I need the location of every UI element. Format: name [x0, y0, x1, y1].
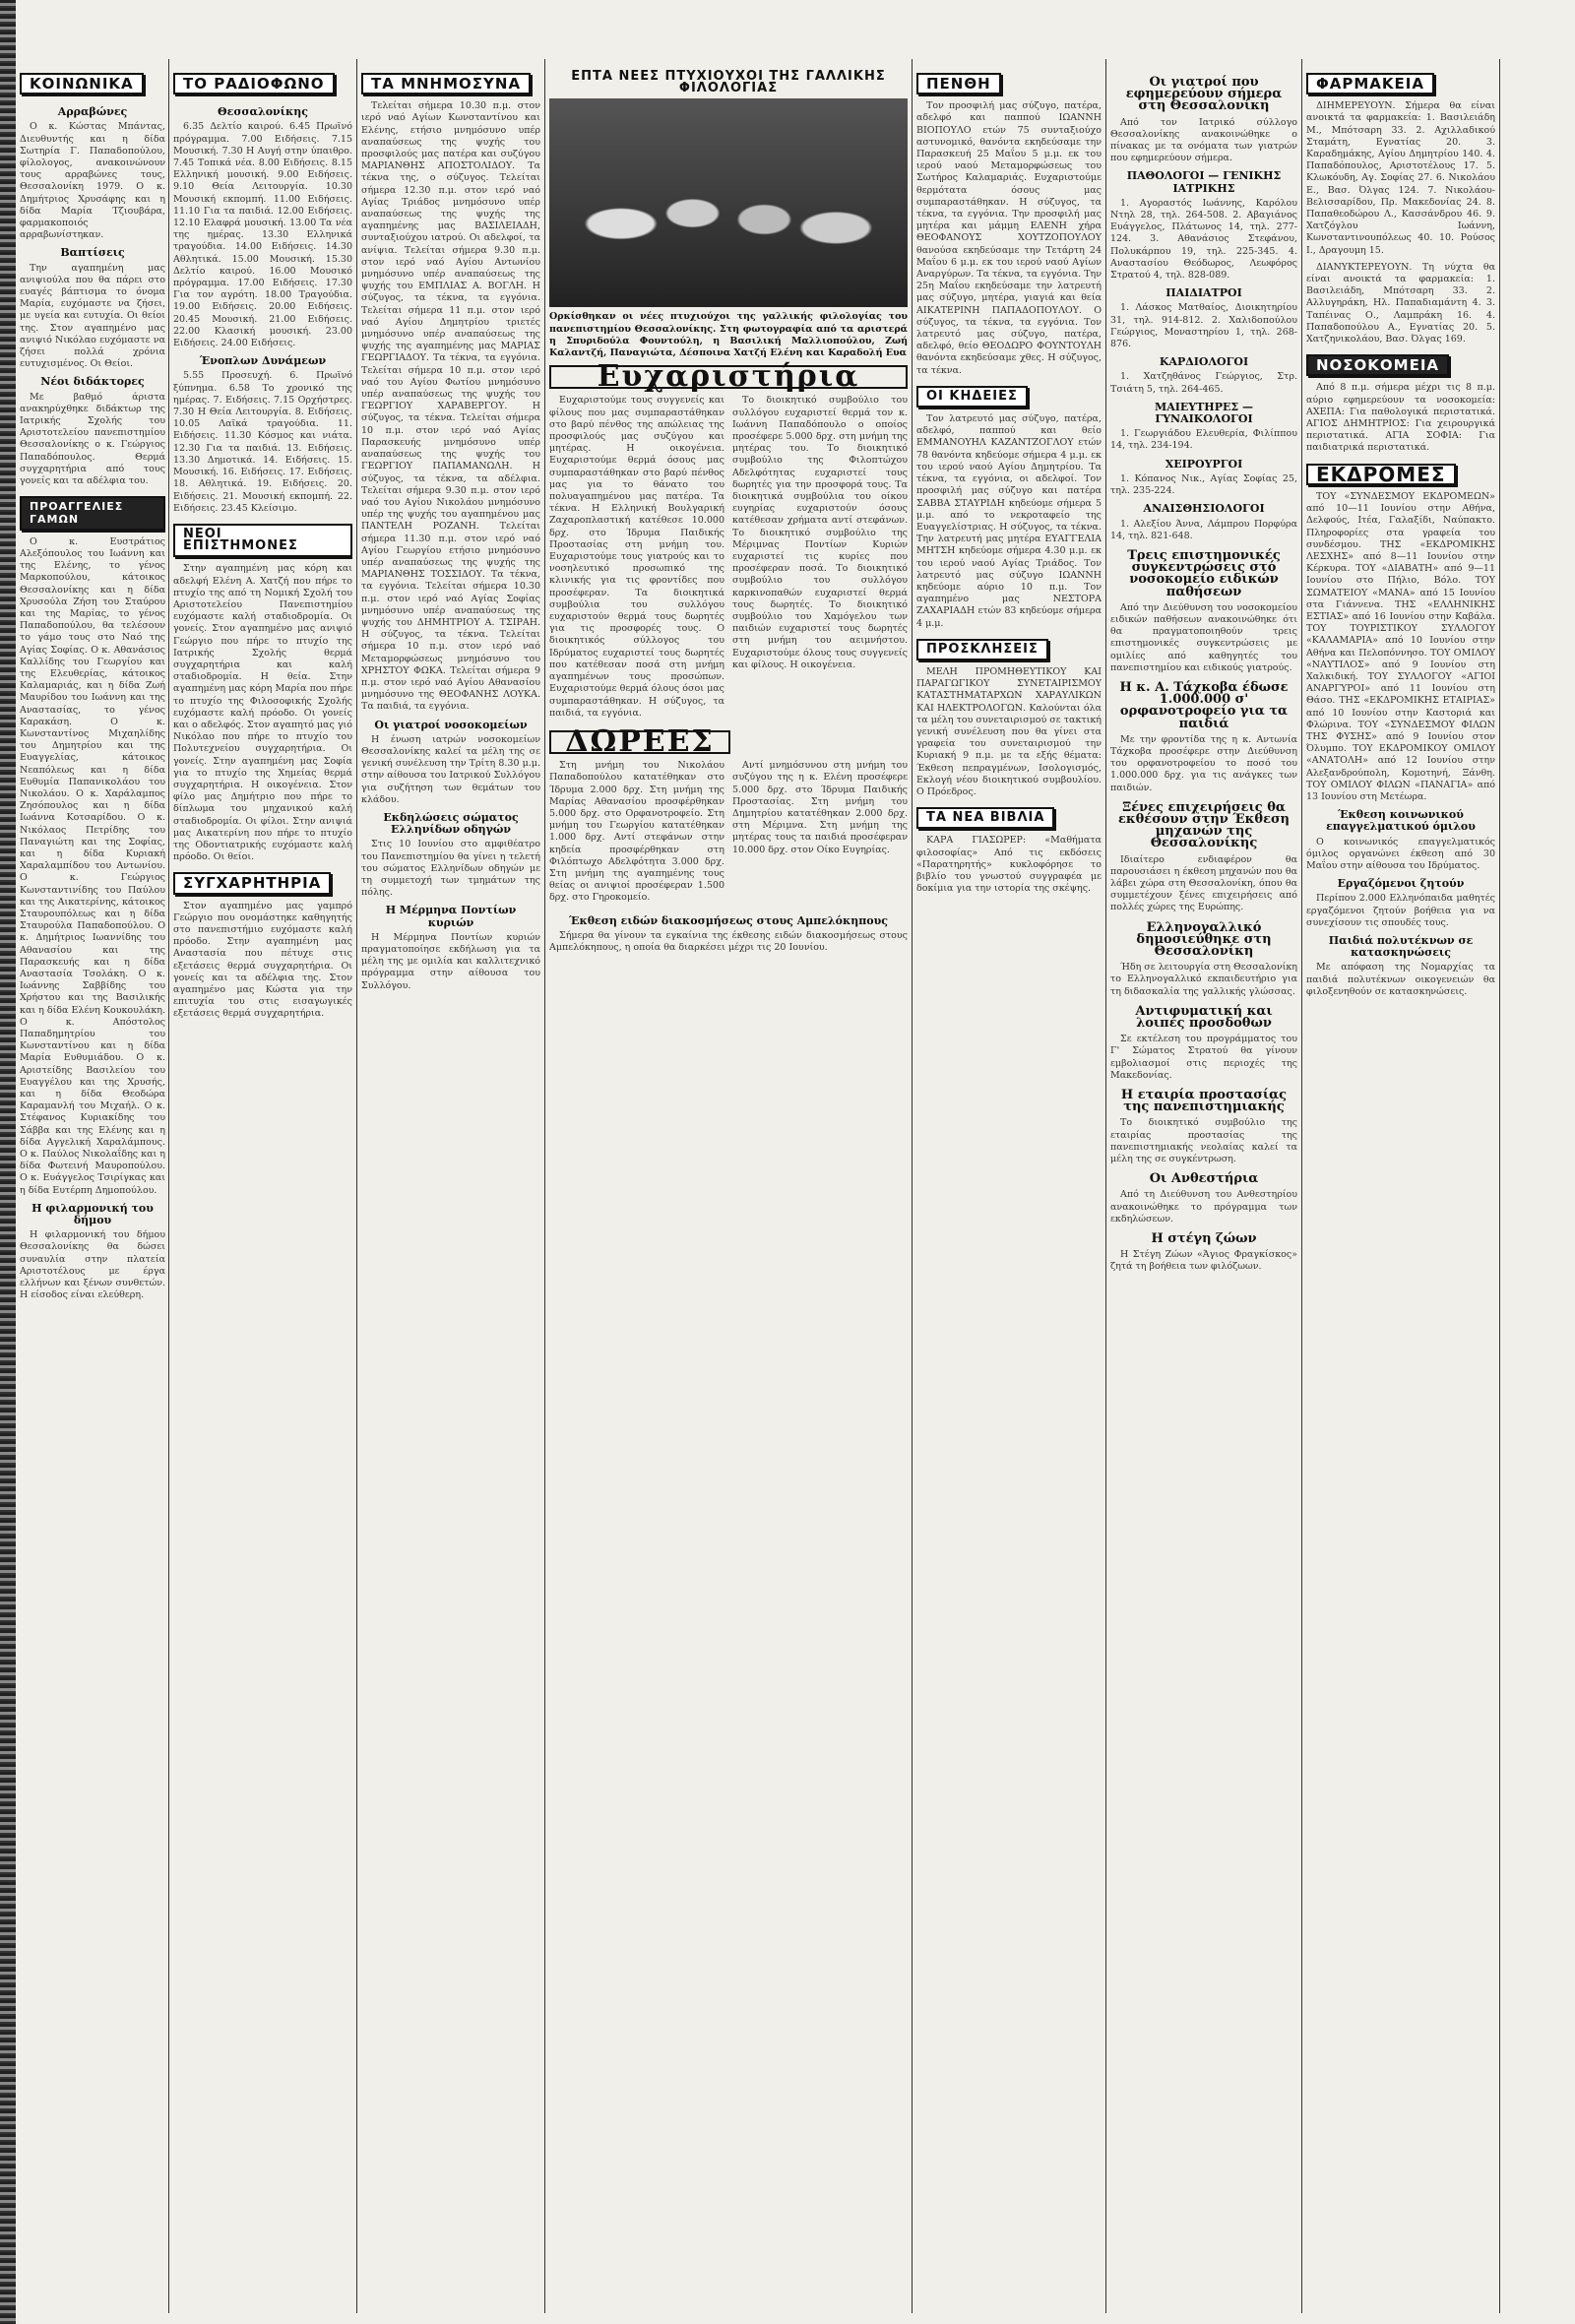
section-koinonika: ΚΟΙΝΩΝΙΚΑ: [20, 73, 144, 94]
subhead-scholi: Ελληνογαλλικό δημοσιεύθηκε στη Θεσσαλονίκη: [1136, 919, 1272, 959]
text-block: Η φιλαρμονική του δήμου Θεσσαλονίκης θα δώσει συναυλία στην πλατεία Αριστοτέλους με έργα ελλήνων και ξένων συνθετών. Η είσοδος είναι ελεύθερη.: [20, 1229, 165, 1301]
doreas-columns: [549, 760, 908, 909]
page-edge: [0, 0, 16, 2324]
text-block: 1. Αλεξίου Άννα, Λάμπρου Πορφύρα 14, τηλ. 821-648.: [1110, 518, 1297, 541]
text-block: ΜΕΛΗ ΠΡΟΜΗΘΕΥΤΙΚΟΥ ΚΑΙ ΠΑΡΑΓΩΓΙΚΟΥ ΣΥΝΕΤΑΙΡΙΣΜΟΥ ΚΑΤΑΣΤΗΜΑΤΑΡΧΩΝ ΧΑΡΑΥΛΙΚΩΝ ΚΑΙ ΗΛΕΚΤΡΟΛΟΓΩΝ. Καλούνται όλα τα μέλη του συνεταιρισμού σε τακτική γενική συνέλευση που θα γίνει στα γραφεία του συνεταιρισμού την Κυριακή 9 π.μ. με τα εξής θέματα: Έκθεση πεπραγμένων, Ισολογισμός, Εκλογή νέου διοικητικού συμβουλίου. Ο Πρόεδρος.: [916, 665, 1102, 797]
subhead-vaptiseis: Βαπτίσεις: [60, 246, 125, 260]
column-4-5: [549, 69, 908, 2313]
section-ekdromes: ΕΚΔΡΟΜΕΣ: [1306, 464, 1456, 485]
text-block: 1. Λάσκος Ματθαίος, Διοικητηρίου 31, τηλ. 914-812. 2. Χαλιδοπούλου Γεώργιος, Μοναστηρίου 1, τηλ. 268-876.: [1110, 302, 1297, 350]
column-rule: [544, 59, 545, 2313]
section-doreas: ΔΩΡΕΕΣ: [549, 730, 730, 754]
subhead-ekthesi-eidon: Έκθεση ειδών διακοσμήσεως στους Αμπελόκηπους: [569, 913, 888, 927]
subhead-enopla: Ένοπλων Δυνάμεων: [199, 354, 327, 368]
column-rule: [1499, 59, 1500, 2313]
column-6: [916, 69, 1102, 2313]
subhead-stegi: Η στέγη ζώων: [1151, 1231, 1257, 1247]
photo-title: ΕΠΤΑ ΝΕΕΣ ΠΤΥΧΙΟΥΧΟΙ ΤΗΣ ΓΑΛΛΙΚΗΣ ΦΙΛΟΛΟΓΙΑΣ: [571, 69, 886, 96]
graduates-photo: [549, 98, 908, 307]
photo-caption: Ορκίσθηκαν οι νέες πτυχιούχοι της γαλλικής φιλολογίας του πανεπιστημίου Θεσσαλονίκης. Στη φωτογραφία από τα αριστερά η Σπυριδούλα Φουντούλη, η Βασιλική Μαλλιοπούλου, Ζωή Καλαντζή, Παναγιώτα, Δέσποινα Χατζή Ελένη και Καραδολή Ευα: [549, 311, 908, 359]
subhead-tachkova: Η κ. Α. Τάχκοβα έδωσε 1.000.000 σ' ορφανοτροφείο για τα παιδιά: [1119, 679, 1289, 731]
text-block: Τελείται σήμερα 10.30 π.μ. στον ιερό ναό Αγίων Κωνσταντίνου και Ελένης, ετήσιο μνημόσυνο υπέρ αναπαύσεως της ψυχής του προσφιλούς μας πατέρα και συζύγου ΜΑΡΙΑΝΘΗΣ ΑΠΟΣΤΟΛΙΔΟΥ. Τα τέκνα της, ο σύζυγος. Τελείται σήμερα 12.30 π.μ. στον ιερό ναό Αγίας Τριάδος μνημόσυνο υπέρ αναπαύσεως της ψυχής της αγαπημένης μας ΒΑΣΙΛΕΙΑΔΗ, συνταξιούχου ιατρού. Οι αδελφοί, τα ανίψια. Τελείται σήμερα 9.30 π.μ. στον ιερό ναό Αγίου Αντωνίου μνημόσυνο υπέρ αναπαύσεως της ψυχής του ΕΜΠΛΙΑΣ Α. ΒΟΓΛΗ. Η σύζυγος, τα τέκνα, τα εγγόνια. Τελείται σήμερα 11 π.μ. στον ιερό ναό Αγίου Δημητρίου τριετές μνημόσυνο υπέρ αναπαύσεως της ψυχής της αγαπημένης μας ΜΑΡΙΑΣ ΓΕΩΡΓΙΑΔΟΥ. Τα τέκνα, τα εγγόνια. Τελείται σήμερα 10 π.μ. στον ιερό ναό του Αγίου Φωτίου μνημόσυνο υπέρ αναπαύσεως της ψυχής του ΓΕΩΡΓΙΟΥ ΧΑΡΑΒΕΡΓΟΥ. Η σύζυγος, τα τέκνα. Τελείται σήμερα 10 π.μ. στον ιερό ναό Αγίας Παρασκευής μνημόσυνο υπέρ αναπαύσεως της ψυχής του ΓΕΩΡΓΙΟΥ ΠΑΠΑΜΑΝΩΛΗ. Η σύζυγος, τα τέκνα, τα αδέλφια. Τελείται σήμερα 9.30 π.μ. στον ιερό ναό του Αγίου Νικολάου μνημόσυνο υπέρ της ψυχής του αγαπημένου μας ΠΑΝΤΕΛΗ ΡΟΖΑΝΗ. Τελείται σήμερα 11.30 π.μ. στον ιερό ναό Αγίου Γεωργίου ετήσιο μνημόσυνο υπέρ αναπαύσεως της ψυχής της ΜΑΡΙΑΝΘΗΣ ΤΟΣΣΙΔΟΥ. Τα τέκνα, τα εγγόνια. Τελείται σήμερα 10.30 π.μ. στον ιερό ναό Αγίας Σοφίας μνημόσυνο υπέρ αναπαύσεως της ψυχής του ΔΗΜΗΤΡΙΟΥ Α. ΤΣΙΡΑΗ. Η σύζυγος, τα τέκνα. Τελείται σήμερα 10 π.μ. στον ιερό ναό Μεταμορφώσεως μνημόσυνο του ΧΡΗΣΤΟΥ ΦΩΚΑ. Τελείται σήμερα 9 π.μ. στον ιερό ναό Αγίου Αθανασίου μνημόσυνο της ΘΕΟΦΑΝΗΣ ΛΟΥΚΑ. Τα παιδιά, τα εγγόνια.: [361, 100, 540, 713]
text-block: 1. Χατζηθάνος Γεώργιος, Στρ. Τσιάτη 5, τηλ. 264-465.: [1110, 371, 1297, 395]
text-block: Η Στέγη Ζώων «Άγιος Φραγκίσκος» ζητά τη βοήθεια των φιλόζωων.: [1110, 1249, 1297, 1273]
column-7: [1110, 69, 1297, 2313]
text-block: Τον λατρευτό μας σύζυγο, πατέρα, αδελφό, παππού και θείο ΕΜΜΑΝΟΥΗΛ ΚΑΖΑΝΤΖΟΓΛΟΥ ετών 78 θανόντα κηδεύομε σήμερα 4 μ.μ. εκ του ιερού ναού Αγίου Δημητρίου. Τα τέκνα, τα εγγόνια, οι αδελφοί. Τον προσφιλή μας σύζυγο και πατέρα ΣΑΒΒΑ ΣΤΑΥΡΙΔΗ κηδεύομε σήμερα 5 μ.μ. από το νεκροταφείο της Ευαγγελίστριας. Η σύζυγος, τα τέκνα. Την λατρευτή μας μητέρα ΕΥΑΓΓΕΛΙΑ ΜΗΤΣΗ κηδεύομε σήμερα 4.30 μ.μ. εκ του ιερού ναού Αγίας Τριάδος. Τον λατρευτό μας σύζυγο ΙΩΑΝΝΗ κηδεύομε αύριο 10 π.μ. Τον αγαπημένο μας ΝΕΣΤΟΡΑ ΖΑΧΑΡΙΑΔΗ ετών 83 κηδεύομε σήμερα 4 μ.μ.: [916, 413, 1102, 629]
section-farmakeia: ΦΑΡΜΑΚΕΙΑ: [1306, 73, 1434, 94]
section-neoi-epistimones: ΝΕΟΙ ΕΠΙΣΤΗΜΟΝΕΣ: [173, 524, 352, 557]
subhead-maieutires: ΜΑΙΕΥΤΗΡΕΣ — ΓΥΝΑΙΚΟΛΟΓΟΙ: [1155, 400, 1253, 426]
subhead-ekdhlwseis: Εκδηλώσεις σώματος Ελληνίδων οδηγών: [383, 810, 519, 837]
text-block: Ο κ. Ευστράτιος Αλεξόπουλος του Ιωάννη και της Ελένης, το γένος Μαρκοπούλου, κάτοικος Θεσσαλονίκης και η δίδα Χρυσούλα Ζήση του Σταύρου και της Μαρίας, το γένος Παπαδοπούλου, θα τελέσουν το γάμο τους στο Ναό της Αγίας Σοφίας. Ο κ. Αθανάσιος Καλλίδης του Γεωργίου και της Ελευθερίας, κάτοικος Καλαμαριάς, και η δίδα Ζωή Μαυρίδου του Ιωάννη και της Αναστασίας, το γένος Καρακάση. Ο κ. Κωνσταντίνος Μιχαηλίδης του Δημητρίου και της Ευαγγελίας, κάτοικος Νεαπόλεως και η δίδα Ευθυμία Παπανικολάου του Νικολάου. Ο κ. Χαράλαμπος Ζησόπουλος και η δίδα Ιωάννα Κοτσαρίδου. Ο κ. Νικόλαος Πετρίδης του Παναγιώτη και της Σοφίας, και η δίδα Κυριακή Χαραλαμπίδου του Αντωνίου. Ο κ. Γεώργιος Κωνσταντινίδης του Παύλου και της Αικατερίνης, κάτοικος Σταυρουπόλεως και η δίδα Σταυρούλα Παπαδοπούλου. Ο κ. Δημήτριος Ιωαννίδης του Αθανασίου και της Παρασκευής και η δίδα Αναστασία Τσολάκη. Ο κ. Ιωάννης Σαββίδης του Χρήστου και της Βασιλικής και η δίδα Ελένη Κουκουλάκη. Ο κ. Απόστολος Παπαδημητρίου του Κωνσταντίνου και η δίδα Μαρία Ευθυμιάδου. Ο κ. Αριστείδης Βασιλείου του Ευαγγέλου και της Χρυσής, και η δίδα Θεοδώρα Καραμανλή του Μιχαήλ. Ο κ. Στέφανος Κυριακίδης του Σάββα και της Ελένης και η δίδα Αγγελική Χαραλάμπους. Ο κ. Παύλος Νικολαΐδης και η δίδα Φωτεινή Μαυροπούλου. Ο κ. Ευάγγελος Τσιρίγκας και η δίδα Ευτέρπη Δημοπούλου.: [20, 535, 165, 1196]
subhead-mermia: Η Μέρμηνα Ποντίων κυριών: [385, 904, 517, 929]
section-proskliseis: ΠΡΟΣΚΛΗΣΕΙΣ: [916, 639, 1048, 660]
text-block: Το διοικητικό συμβούλιο της εταιρίας προστασίας της πανεπιστημιακής νεολαίας καλεί τα μέλη της σε συγκέντρωση.: [1110, 1117, 1297, 1165]
section-mnimosyna: ΤΑ ΜΝΗΜΟΣΥΝΑ: [361, 73, 531, 94]
text-block: Σε εκτέλεση του προγράμματος του Γ' Σώματος Στρατού θα γίνουν εμβολιασμοί στις περιοχές της Μακεδονίας.: [1110, 1034, 1297, 1081]
eucharistiria-columns: [549, 395, 908, 723]
section-proaggelies: ΠΡΟΑΓΓΕΛΙΕΣ ΓΑΜΩΝ: [20, 496, 165, 530]
section-penthi: ΠΕΝΘΗ: [916, 73, 1001, 94]
section-nea-vivlia: ΤΑ ΝΕΑ ΒΙΒΛΙΑ: [916, 807, 1054, 829]
section-sygxaritiria: ΣΥΓΧΑΡΗΤΗΡΙΑ: [173, 872, 331, 894]
subhead-thessaloniki: Θεσσαλονίκης: [218, 105, 308, 119]
column-rule: [912, 59, 913, 2313]
subhead-filarmoniki: Η φιλαρμονική του δήμου: [32, 1201, 154, 1227]
subhead-xeirourgoi: ΧΕΙΡΟΥΡΓΟΙ: [1165, 457, 1243, 471]
subhead-arravones: Αρραβώνες: [57, 105, 128, 119]
section-nosokomeia: ΝΟΣΟΚΟΜΕΙΑ: [1306, 354, 1449, 376]
subhead-kardiologoi: ΚΑΡΔΙΟΛΟΓΟΙ: [1159, 355, 1249, 369]
subhead-eteria: Η εταιρία προστασίας της πανεπιστημιακής: [1120, 1088, 1288, 1115]
text-block: Τον προσφιλή μας σύζυγο, πατέρα, αδελφό και παππού ΙΩΑΝΝΗ ΒΙΟΠΟΥΛΟ ετών 75 συνταξιούχο αστυνομικό, θανόντα εκηδεύσαμε την Παρασκευή 25 Μαΐου 5 μ.μ. εκ του ιερού ναού Μεταμορφώσεως του Σωτήρος Καλαμαριάς. Ευχαριστούμε θερμότατα όσους μας συμπαραστάθηκαν. Η σύζυγος, τα τέκνα, τα εγγόνια. Την προσφιλή μας μητέρα και μάμμη ΕΛΕΝΗ χήρα ΘΕΟΦΑΝΟΥΣ ΧΟΥΤΖΟΠΟΥΛΟΥ θανούσα εκηδεύσαμε την Τετάρτη 24 Μαΐου 6 μ.μ. εκ του ιερού ναού Αγίων Αναργύρων. Τα τέκνα, τα εγγόνια. Την 25η Μαΐου εκηδεύσαμε την λατρευτή μας σύζυγο, μητέρα, γιαγιά και θεία ΑΙΚΑΤΕΡΙΝΗ ΠΑΠΑΔΟΠΟΥΛΟΥ. Ο σύζυγος, τα τέκνα, τα εγγόνια. Τον λατρευτό μας σύζυγο, πατέρα, αδελφό, θείο ΘΕΟΔΩΡΟ ΦΟΥΝΤΟΥΛΗ θανόντα εκηδεύσαμε χθες. Η σύζυγος, τα τέκνα.: [916, 100, 1102, 376]
column-rule: [356, 59, 357, 2313]
column-3: [361, 69, 540, 2313]
text-block: ΚΑΡΑ ΓΙΑΣΩΡΕΡ: «Μαθήματα φιλοσοφίας» Από τις εκδόσεις «Παρατηρητής» κυκλοφόρησε το βιβλίο του γνωστού συγγραφέα με δοκίμια για την ιστορία της σκέψης.: [916, 835, 1102, 895]
subhead-ekthesi: Έκθεση κοινωνικού επαγγελματικού όμιλου: [1326, 808, 1476, 834]
subhead-didaktores: Νέοι διδάκτορες: [40, 375, 145, 389]
text-block: ΔΙΑΝΥΚΤΕΡΕΥΟΥΝ. Τη νύχτα θα είναι ανοικτά τα φαρμακεία: 1. Βασιλειάδη, Μπότσαρη 33. 2. Αλλυγηράκη, Ηλ. Παπαδιαμάντη 4. 3. Ταπέινας Ο., Λαμπράκη 16. 4. Παπαδοπούλου Α., Εγνατίας 20. 5. Χατζηνικολάου, Βασ. Όλγας 169.: [1306, 261, 1495, 345]
text-block: ΔΙΗΜΕΡΕΥΟΥΝ. Σήμερα θα είναι ανοικτά τα φαρμακεία: 1. Βασιλειάδη Μ., Μπότσαρη 33. 2. Αχιλλαδικού Σταμάτη, Εγνατίας 20. 3. Καραδημάκης, Αγίου Δημητρίου 140. 4. Παπαδόπουλος, Αριστοτέλους 17. 5. Κλωκόυδη, Αγ. Σοφίας 27. 6. Νικολάου Ε., Βασ. Όλγας 124. 7. Νικολάου-Βελισσαρίδου, Πρ. Μακεδονίας 24. 8. Παπαθεοδώρου Λ., Κασσάνδρου 46. 9. Χατζόγλου Ιωάννη, Κωνσταντινουπόλεως 40. 10. Ρούσος Ι., Δραγουμη 15.: [1306, 100, 1495, 256]
text-block: 5.55 Προσευχή. 6. Πρωϊνό ξύπνημα. 6.58 Το χρονικό της ημέρας. 7. Ειδήσεις. 7.15 Ορχήστρες. 7.30 Η Θεία Λειτουργία. 8. Ειδήσεις. 10.05 Λαϊκά τραγούδια. 11. Ειδήσεις. 11.30 Κόσμος και νιάτα. 12.30 Για τα παιδιά. 13. Ειδήσεις. 13.30 Δημοτικά. 14. Ειδήσεις. 15. Μουσική. 16. Ειδήσεις. 17. Ειδήσεις. 18. Αθλητικά. 19. Ειδήσεις. 20. Ειδήσεις. 21. Μουσική εκπομπή. 22. Ειδήσεις. 23.45 Κλείσιμο.: [173, 370, 352, 514]
text-block: Περίπου 2.000 Ελληνόπαιδα μαθητές εργαζόμενοι ζητούν βοήθεια για να συνεχίσουν τις σπουδές τους.: [1306, 893, 1495, 928]
text-block: Ευχαριστούμε τους συγγενείς και φίλους που μας συμπαραστάθηκαν στο βαρύ πένθος της απώλειας της προσφιλούς μας συζύγου και μητέρας. Η οικογένεια. Ευχαριστούμε θερμά όσους μας συμπαραστάθηκαν στο βαρύ πένθος μας για το θάνατο του πολυαγαπημένου μας πατέρα. Τα τέκνα. Η Ελληνική Βουλγαρική Ζαχαροπλαστική κατέθεσε 10.000 δρχ. στο Ίδρυμα Παιδικής Προστασίας στη μνήμη του. Ευχαριστούμε τους γιατρούς και το νοσηλευτικό προσωπικό της κλινικής για τις φροντίδες που προσέφεραν. Τα διοικητικά συμβούλια του συλλόγου ευχαριστούν θερμά τους δωρητές για τις προσφορές τους. Ο διοικητικός σύλλογος του Ιδρύματος ευχαριστεί τους δωρητές που κατέθεσαν ποσά στη μνήμη αγαπημένων τους προσώπων. Ευχαριστούμε θερμά όλους όσοι μας συμπαραστάθηκαν. Η σύζυγος, τα παιδιά, τα εγγόνια.: [549, 395, 724, 719]
section-radiofono: ΤΟ ΡΑΔΙΟΦΩΝΟ: [173, 73, 335, 94]
text-block: Ο κ. Κώστας Μπάντας, Διευθυντής και η δίδα Σωτηρία Γ. Παπαδοπούλου, φίλολογος, ανακοινώνουν τους αρραβώνες τους, Θεσσαλονίκη 1979. Ο κ. Δημήτριος Χρυσάφης και η δίδα Μαρία Τζιουβάρα, φαρμακοποιός αρραβωνίστηκαν.: [20, 121, 165, 241]
text-block: Με την φροντίδα της η κ. Αντωνία Τάχκοβα προσέφερε στην Διεύθυνση του ορφανοτροφείου το ποσό του 1.000.000 δρχ. για τις ανάγκες των παιδιών.: [1110, 733, 1297, 793]
subhead-tris: Τρεις επιστημονικές συγκεντρώσεις στό νοσοκομείο ειδικών παθήσεων: [1127, 547, 1281, 599]
text-block: 1. Κόπανος Νικ., Αγίας Σοφίας 25, τηλ. 235-224.: [1110, 472, 1297, 497]
column-8: [1306, 69, 1495, 2313]
text-block: Με βαθμό άριστα ανακηρύχθηκε διδάκτωρ της Ιατρικής Σχολής του Αριστοτελείου πανεπιστημίου Θεσσαλονίκης ο κ. Γεώργιος Παπαδόπουλος. Θερμά συγχαρητήρια από τους γονείς και τα αδέλφια του.: [20, 391, 165, 487]
text-block: 1. Αγοραστός Ιωάννης, Καρόλου Ντηλ 28, τηλ. 264-508. 2. Αβαγιάνος Ευάγγελος, Πλάτωνος 14, τηλ. 277-124. 3. Αθανάσιος Στεφάνου, Πολυκάρπου 19, τηλ. 225-345. 4. Αναστασίου Θεόδωρος, Λεωφόρος Στρατού 4, τηλ. 828-089.: [1110, 197, 1297, 282]
text-block: Από τη Διεύθυνση του Ανθεστηρίου ανακοινώθηκε το πρόγραμμα των εκδηλώσεων.: [1110, 1189, 1297, 1225]
text-block: Την αγαπημένη μας ανιψιούλα που θα πάρει στο ευαγές βάπτισμα το όνομα Μαρία, ευχόμαστε να ζήσει, με υγεία και ευτυχία. Οι θείοι της. Στον αγαπημένο μας ανιψιό Νικόλαο ευχόμαστε να ζήσει πολλά χρόνια ευτυχισμένος. Οι Θείοι.: [20, 262, 165, 370]
column-1: [20, 69, 165, 2313]
text-block: Ήδη σε λειτουργία στη Θεσσαλονίκη το Ελληνογαλλικό εκπαιδευτήριο για τη διδασκαλία της γαλλικής γλώσσας.: [1110, 962, 1297, 997]
text-block: Η Μέρμηνα Ποντίων κυριών πραγματοποίησε εκδήλωση για τα μέλη της με ομιλία και καλλιτεχνικό πρόγραμμα στην αίθουσα του Συλλόγου.: [361, 931, 540, 991]
section-kideies: ΟΙ ΚΗΔΕΙΕΣ: [916, 386, 1028, 408]
text-block: Ο κοινωνικός επαγγελματικός όμιλος οργανώνει έκθεση από 30 Μαΐου στην αίθουσα του Ιδρύματος.: [1306, 836, 1495, 871]
text-block: ΤΟΥ «ΣΥΝΔΕΣΜΟΥ ΕΚΔΡΟΜΕΩΝ» από 10—11 Ιουνίου στην Αθήνα, Δελφούς, Ιτέα, Γαλαξίδι, Ναύπακτο. Πληροφορίες στα γραφεία του συνδέσμου. ΤΗΣ «ΕΚΔΡΟΜΙΚΗΣ ΛΕΣΧΗΣ» από 8—11 Ιουνίου στην Κέρκυρα. ΤΟΥ «ΔΙΑΒΑΤΗ» από 9—11 Ιουνίου στο Πήλιο, Βόλο. ΤΟΥ ΣΩΜΑΤΕΙΟΥ «ΜΑΝΑ» από 15 Ιουνίου στα Γιάννενα. ΤΗΣ «ΕΛΛΗΝΙΚΗΣ ΕΣΤΙΑΣ» από 16 Ιουνίου στην Καβάλα. ΤΟΥ ΤΟΥΡΙΣΤΙΚΟΥ ΣΥΛΛΟΓΟΥ «ΚΑΛΑΜΑΡΙΑ» από 10 Ιουνίου στην Αθήνα και Πελοπόννησο. ΤΟΥ ΟΜΙΛΟΥ «ΝΑΥΤΙΛΟΣ» από 9 Ιουνίου στη Χαλκιδική. ΤΟΥ ΣΥΛΛΟΓΟΥ «ΑΓΙΟΙ ΑΝΑΡΓΥΡΟΙ» από 11 Ιουνίου στη Θάσο. ΤΗΣ «ΕΚΔΡΟΜΙΚΗΣ ΕΤΑΙΡΙΑΣ» από 10 Ιουνίου στην Καστοριά και Φλώρινα. ΤΟΥ «ΣΥΝΔΕΣΜΟΥ ΦΙΛΩΝ ΤΗΣ ΦΥΣΗΣ» από 9 Ιουνίου στον Όλυμπο. ΤΟΥ ΕΚΔΡΟΜΙΚΟΥ ΟΜΙΛΟΥ «ΑΝΑΤΟΛΗ» από 12 Ιουνίου στην Αλεξανδρούπολη, Κομοτηνή, Ξάνθη. ΤΟΥ ΟΜΙΛΟΥ ΦΙΛΩΝ «ΠΑΝΑΓΙΑ» από 13 Ιουνίου στη Μετέωρα.: [1306, 490, 1495, 802]
text-block: Στη μνήμη του Νικολάου Παπαδοπούλου κατατέθηκαν στο Ίδρυμα 2.000 δρχ. Στη μνήμη της Μαρίας Αθανασίου προσφέρθηκαν 5.000 δρχ. στο Ορφανοτροφείο. Στη μνήμη του Γεωργίου κατατέθηκαν 1.000 δρχ. Αντί στεφάνων στην κηδεία προσφέρθηκαν στη Φιλόπτωχο Αδελφότητα 3.000 δρχ. Στη μνήμη της αγαπημένης τους θείας οι ανιψιοί προσέφεραν 1.500 δρχ. στο Γηροκομείο.: [549, 760, 724, 904]
subhead-pathologoi: ΠΑΘΟΛΟΓΟΙ — ΓΕΝΙΚΗΣ ΙΑΤΡΙΚΗΣ: [1126, 169, 1282, 195]
subhead-anaisthisiologoi: ΑΝΑΙΣΘΗΣΙΟΛΟΓΟΙ: [1143, 502, 1265, 516]
text-block: Με απόφαση της Νομαρχίας τα παιδιά πολυτέκνων οικογενειών θα φιλοξενηθούν σε κατασκηνώσεις.: [1306, 962, 1495, 997]
text-block: Σήμερα θα γίνουν τα εγκαίνια της έκθεσης ειδών διακοσμήσεως στους Αμπελόκηπους, η οποία θα διαρκέσει μέχρι τις 20 Ιουνίου.: [549, 929, 908, 953]
column-2: [173, 69, 352, 2313]
text-block: Από την Διεύθυνση του νοσοκομείου ειδικών παθήσεων ανακοινώθηκε ότι θα πραγματοποιηθούν τρεις επιστημονικές συγκεντρώσεις με ομιλίες από καθηγητές του πανεπιστημίου και ειδικούς γιατρούς.: [1110, 601, 1297, 673]
text-block: Από 8 π.μ. σήμερα μέχρι τις 8 π.μ. αύριο εφημερεύουν τα νοσοκομεία: ΑΧΕΠΑ: Για παθολογικά περιστατικά. ΑΓΙΟΣ ΔΗΜΗΤΡΙΟΣ: Για χειρουργικά περιστατικά. ΑΓΙΑ ΣΟΦΙΑ: Για παιδιατρικά περιστατικά.: [1306, 382, 1495, 454]
text-block: 6.35 Δελτίο καιρού. 6.45 Πρωϊνό πρόγραμμα. 7.00 Ειδήσεις. 7.15 Μουσική. 7.30 Η Αυγή στην ύπαιθρο. 7.45 Τοπικά νέα. 8.00 Ειδήσεις. 8.15 Ελληνική μουσική. 9.00 Ειδήσεις. 9.10 Θεία Λειτουργία. 10.30 Μουσική εκπομπή. 11.00 Ειδήσεις. 11.10 Για τα παιδιά. 12.00 Ειδήσεις. 12.10 Ελαφρά μουσική. 13.00 Τα νέα της ημέρας. 13.30 Ελληνικά τραγούδια. 14.00 Ειδήσεις. 14.30 Αθλητικά. 15.00 Μουσική. 15.30 Δελτίο καιρού. 16.00 Μουσικό πρόγραμμα. 17.00 Ειδήσεις. 17.30 Για τον αγρότη. 18.00 Τραγούδια. 19.00 Ειδήσεις. 20.00 Ειδήσεις. 20.45 Μουσική. 21.00 Ειδήσεις. 22.00 Κλασική μουσική. 23.00 Ειδήσεις. 24.00 Ειδήσεις.: [173, 121, 352, 349]
column-rule: [168, 59, 169, 2313]
text-block: Από τον Ιατρικό σύλλογο Θεσσαλονίκης ανακοινώθηκε ο πίνακας με τα ονόματα των γιατρών που εφημερεύουν σήμερα.: [1110, 116, 1297, 164]
text-block: Στην αγαπημένη μας κόρη και αδελφή Ελένη Α. Χατζή που πήρε το πτυχίο της από τη Νομική Σχολή του Αριστοτελείου Πανεπιστημίου ευχόμαστε καλή σταδιοδρομία. Οι γονείς. Στον αγαπημένο μας ανιψιό Γεώργιο που πήρε το πτυχίο της Ιατρικής Σχολής θερμά συγχαρητήρια και καλή σταδιοδρομία. Η θεία. Στην αγαπημένη μας κόρη Μαρία που πήρε το πτυχίο της Φιλοσοφικής Σχολής ευχόμαστε καλή πρόοδο. Οι γονείς και ο αδελφός. Στον αγαπητό μας γιό Νικόλαο που πήρε το πτυχίο του Πολυτεχνείου συγχαρητήρια. Οι γονείς. Στην αγαπημένη μας Σοφία για το πτυχίο της Χημείας θερμά συγχαρητήρια. Η οικογένεια. Στον φίλο μας Δημήτριο που πήρε το δίπλωμα του μηχανικού καλή σταδιοδρομία. Οι φίλοι. Στην ανιψιά μας Αικατερίνη που πήρε το πτυχίο της Οδοντιατρικής ευχόμαστε καλή πρόοδο. Οι θείοι.: [173, 563, 352, 863]
column-rule: [1301, 59, 1302, 2313]
text-block: Ιδιαίτερο ενδιαφέρον θα παρουσιάσει η έκθεση μηχανών που θα λάβει χώρα στη Θεσσαλονίκη, όπου θα συμμετέχουν ξένες επιχειρήσεις από πολλές χώρες της Ευρώπης.: [1110, 853, 1297, 913]
text-block: Στον αγαπημένο μας γαμπρό Γεώργιο που ονομάστηκε καθηγητής στο πανεπιστήμιο ευχόμαστε καλή πρόοδο. Στην αγαπημένη μας Αναστασία που πέτυχε στις εξετάσεις θερμά συγχαρητήρια. Οι γονείς και τα αδέλφια της. Στον αγαπημένο μας Κώστα για την επιτυχία του στις εισαγωγικές εξετάσεις θερμά συγχαρητήρια.: [173, 900, 352, 1020]
text-block: Το διοικητικό συμβούλιο του συλλόγου ευχαριστεί θερμά τον κ. Ιωάννη Παπαδόπουλο ο οποίος προσέφερε 5.000 δρχ. στη μνήμη της μητέρας του. Το διοικητικό συμβούλιο της Φιλοπτώχου Αδελφότητας ευχαριστεί τους δωρητές για την προσφορά τους. Τα διοικητικά συμβούλια του οίκου ευγηρίας ευχαριστούν όσους κατέθεσαν χρήματα αντί στεφάνων. Το διοικητικό συμβούλιο της Μέριμνας Ποντίων Κυριών ευχαριστεί τις κυρίες που προσέφεραν ποσά. Το διοικητικό συμβούλιο του συλλόγου καρκινοπαθών ευχαριστεί θερμά τους δωρητές. Το διοικητικό συμβούλιο του Χαμόγελου των παιδιών ευχαριστεί τους δωρητές στη μνήμη του αειμνήστου. Ευχαριστούμε όλους τους συγγενείς και φίλους. Η οικογένεια.: [732, 395, 908, 670]
subhead-antivenerikos: Αντιφυματική και λοιπές προσδοθων: [1135, 1003, 1273, 1032]
text-block: Στις 10 Ιουνίου στο αμφιθέατρο του Πανεπιστημίου θα γίνει η τελετή του σώματος Ελληνίδων οδηγών με τη συμμετοχή των τμημάτων της πόλης.: [361, 839, 540, 899]
section-eucharistiria: Ευχαριστήρια: [549, 365, 908, 389]
subhead-ergaz: Εργαζόμενοι ζητούν: [1337, 877, 1465, 891]
text-block: Η ένωση ιατρών νοσοκομείων Θεσσαλονίκης καλεί τα μέλη της σε γενική συνέλευση την Τρίτη 8.30 μ.μ. στην αίθουσα του Ιατρικού Συλλόγου για συζήτηση των θεμάτων του κλάδου.: [361, 733, 540, 805]
column-rule: [1105, 59, 1106, 2313]
text-block: Αντί μνημόσυνου στη μνήμη του συζύγου της η κ. Ελένη προσέφερε 5.000 δρχ. στο Ίδρυμα Παιδικής Προστασίας. Στη μνήμη του Δημητρίου κατατέθηκαν 2.000 δρχ. στη Μέριμνα. Στη μνήμη της μητέρας τους τα παιδιά προσέφεραν 10.000 δρχ. στον Οίκο Ευγηρίας.: [732, 760, 908, 855]
subhead-iatroi-nosokomeion: Οι γιατροί νοσοκομείων: [374, 718, 528, 731]
subhead-anthesteria: Οι Ανθεστήρια: [1149, 1171, 1259, 1187]
subhead-iatroi: Οι γιατροί που εφημερεύουν σήμερα στη Θεσσαλονίκη: [1125, 75, 1283, 114]
subhead-paidiatroi: ΠΑΙΔΙΑΤΡΟΙ: [1166, 286, 1242, 300]
subhead-paidia: Παιδιά πολυτέκνων σε κατασκηνώσεις: [1328, 934, 1474, 960]
subhead-xenes: Ξένες επιχειρήσεις θα εκθέσουν στην Έκθεση μηχανών της Θεσσαλονίκης: [1117, 799, 1291, 851]
text-block: 1. Γεωργιάδου Ελευθερία, Φιλίππου 14, τηλ. 234-194.: [1110, 428, 1297, 452]
